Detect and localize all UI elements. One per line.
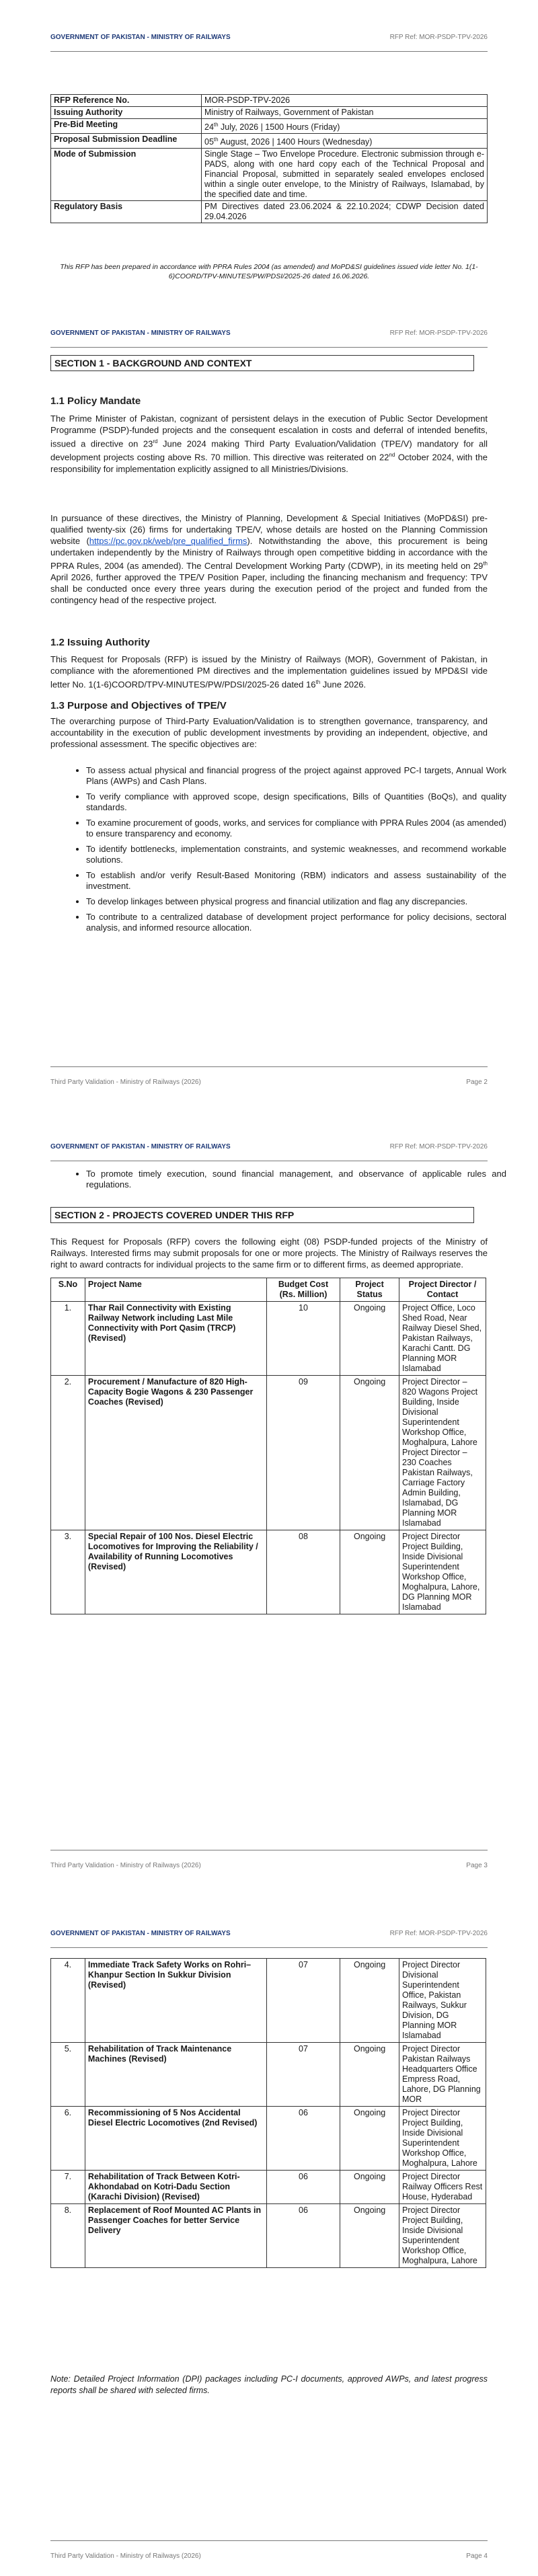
policy-paragraph-1: The Prime Minister of Pakistan, cognizant of persistent delays in the execution of Public Sector Development Programme (PSDP)-funded projects and the consequent escalation in costs and deferral of intended benefits, issued a directive on 23rd June 2024 making Third Party Evaluation/Validation (TPE/V) mandatory for all development projects costing above Rs. 70 million. This directive was reiterated on 22nd October 2024, with the responsibility for implementation explicitly assigned to all Ministries/Divisions. <box>50 414 488 474</box>
table-header-row <box>51 1278 486 1302</box>
project-sno: 1. <box>51 1302 85 1376</box>
info-value: 05th August, 2026 | 1400 Hours (Wednesday) <box>202 134 488 149</box>
info-key: Issuing Authority <box>51 107 202 119</box>
project-sno: 7. <box>51 2171 85 2204</box>
project-status: Ongoing <box>340 2204 399 2268</box>
project-status: Ongoing <box>340 2043 399 2107</box>
header-rule <box>50 347 488 348</box>
footer-title: Third Party Validation - Ministry of Railways (2026) <box>50 2552 201 2560</box>
col-sno: S.No <box>51 1278 85 1302</box>
project-status: Ongoing <box>340 1376 399 1530</box>
project-name: Procurement / Manufacture of 820 High-Capacity Bogie Wagons & 230 Passenger Coaches (Revised) <box>85 1376 266 1530</box>
project-director: Project Director – 820 Wagons Project Building, Inside Divisional Superintendent Workshop Office, Moghalpura, Lahore Project Director – 230 Coaches Pakistan Railways, Carriage Factory Admin Building, Islamabad, DG Planning MOR Islamabad <box>399 1376 486 1530</box>
table-row <box>51 1376 486 1530</box>
table-row <box>51 1530 486 1614</box>
project-director: Project Director Project Building, Inside Divisional Superintendent Workshop Office, Moghalpura, Lahore <box>399 2204 486 2268</box>
project-status: Ongoing <box>340 1959 399 2043</box>
objectives-list-continued <box>67 1169 506 1195</box>
info-key: Mode of Submission <box>51 149 202 201</box>
header-rfp-ref: RFP Ref: MOR-PSDP-TPV-2026 <box>389 34 488 41</box>
project-name: Recommissioning of 5 Nos Accidental Diesel Electric Locomotives (2nd Revised) <box>85 2107 266 2171</box>
header-rule <box>50 1947 488 1948</box>
project-name: Replacement of Roof Mounted AC Plants in Passenger Coaches for better Service Delivery <box>85 2204 266 2268</box>
project-status: Ongoing <box>340 2171 399 2204</box>
purpose-paragraph: The overarching purpose of Third-Party Evaluation/Validation is to strengthen governance, transparency, and accountability in the execution of public development investments by providing an independent, objective, and professional assessment. The specific objectives are: <box>50 716 488 749</box>
header-rfp-ref: RFP Ref: MOR-PSDP-TPV-2026 <box>389 1143 488 1150</box>
heading-policy-mandate: 1.1 Policy Mandate <box>50 395 141 407</box>
project-budget: 08 <box>266 1530 340 1614</box>
policy-paragraph-2: In pursuance of these directives, the Ministry of Planning, Development & Special Initiatives (MoPD&SI) pre-qualified twenty-six (26) firms for undertaking TPE/V, whose details are hosted on the Planning Commission website (https://pc.gov.pk/web/pre_qualified_firms). Notwithstanding the above, this procurement is being undertaken independently by the Ministry of Railways through open competitive bidding in accordance with the PPRA Rules, 2004 (as amended). The Central Development Working Party (CDWP), in its meeting held on 29th April 2026, further approved the TPE/V Position Paper, including the financing mechanism and frequency: TPV shall be conducted once every three years during the execution period of the project and funded from the contingency head of the respective project. <box>50 513 488 606</box>
table-row <box>51 1302 486 1376</box>
table-row <box>51 2043 486 2107</box>
projects-table-part-2 <box>50 1958 486 2268</box>
footer-page-number: Page 4 <box>466 2552 488 2560</box>
objective-item: • To assess actual physical and financial progress of the project against approved PC-I targets, Annual Work Plans (AWPs) and Cash Plans. <box>86 765 506 787</box>
objective-item: • To promote timely execution, sound financial management, and observance of applicable rules and regulations. <box>86 1169 506 1190</box>
col-status: Project Status <box>340 1278 399 1302</box>
project-name: Special Repair of 100 Nos. Diesel Electric Locomotives for Improving the Reliability / Availability of Running Locomotives (Revised) <box>85 1530 266 1614</box>
project-director: Project Director Railway Officers Rest House, Hyderabad <box>399 2171 486 2204</box>
table-row <box>51 2204 486 2268</box>
issuing-paragraph: This Request for Proposals (RFP) is issued by the Ministry of Railways (MOR), Government of Pakistan, in compliance with the aforementioned PM directives and the implementation guidelines issued by MPD&SI vide letter No. 1(1-6)COORD/TPV-MINUTES/PW/PDSI/2025-26 dated 16th June 2026. <box>50 654 488 690</box>
objective-item: • To examine procurement of goods, works, and services for compliance with PPRA Rules 2004 (as amended) to ensure transparency and economy. <box>86 818 506 839</box>
project-budget: 07 <box>266 1959 340 2043</box>
header-rfp-ref: RFP Ref: MOR-PSDP-TPV-2026 <box>389 1930 488 1937</box>
project-budget: 09 <box>266 1376 340 1530</box>
project-director: Project Director Pakistan Railways Headquarters Office Empress Road, Lahore, DG Planning MOR <box>399 2043 486 2107</box>
table-note: Note: Detailed Project Information (DPI) packages including PC-I documents, approved AWPs, and latest progress reports shall be shared with selected firms. <box>50 2374 488 2395</box>
footer-page-number: Page 2 <box>466 1079 488 1086</box>
info-value: Ministry of Railways, Government of Pakistan <box>202 107 488 119</box>
objectives-list <box>67 765 506 938</box>
project-director: Project Office, Loco Shed Road, Near Railway Diesel Shed, Pakistan Railways, Karachi Cantt. DG Planning MOR Islamabad <box>399 1302 486 1376</box>
project-budget: 10 <box>266 1302 340 1376</box>
projects-table-part-1 <box>50 1278 486 1614</box>
project-budget: 07 <box>266 2043 340 2107</box>
page-2 <box>0 0 538 1086</box>
project-sno: 2. <box>51 1376 85 1530</box>
header-ministry: GOVERNMENT OF PAKISTAN - MINISTRY OF RAILWAYS <box>50 329 231 337</box>
info-value: Single Stage – Two Envelope Procedure. Electronic submission through e-PADS, along with one hard copy each of the Technical Proposal and Financial Proposal, submitted in separately sealed envelopes enclosed within a single outer envelope, to the Ministry of Railways, Islamabad, by the specified date and time. <box>202 149 488 201</box>
planning-commission-link[interactable]: https://pc.gov.pk/web/pre_qualified_firms <box>89 536 247 546</box>
table-row <box>51 2107 486 2171</box>
table-row <box>51 2171 486 2204</box>
info-key: Regulatory Basis <box>51 201 202 223</box>
project-name: Rehabilitation of Track Between Kotri-Akhondabad on Kotri-Dadu Section (Karachi Division) (Revised) <box>85 2171 266 2204</box>
section-1-title: SECTION 1 - BACKGROUND AND CONTEXT <box>50 355 474 371</box>
info-key: Proposal Submission Deadline <box>51 134 202 149</box>
heading-issuing-authority: 1.2 Issuing Authority <box>50 637 150 648</box>
project-name: Thar Rail Connectivity with Existing Railway Network including Last Mile Connectivity with Port Qasim (TRCP) (Revised) <box>85 1302 266 1376</box>
project-name: Rehabilitation of Track Maintenance Machines (Revised) <box>85 2043 266 2107</box>
project-director: Project Director Project Building, Inside Divisional Superintendent Workshop Office, Moghalpura, Lahore, DG Planning MOR Islamabad <box>399 1530 486 1614</box>
project-sno: 8. <box>51 2204 85 2268</box>
project-budget: 06 <box>266 2204 340 2268</box>
project-status: Ongoing <box>340 2107 399 2171</box>
project-sno: 4. <box>51 1959 85 2043</box>
objective-item: • To verify compliance with approved scope, design specifications, Bills of Quantities (BoQs), and quality standards. <box>86 791 506 813</box>
col-project-name: Project Name <box>85 1278 266 1302</box>
info-key: Pre-Bid Meeting <box>51 119 202 134</box>
section-2-intro: This Request for Proposals (RFP) covers the following eight (08) PSDP-funded projects of the Ministry of Railways. Interested firms may submit proposals for one or more projects. The Ministry of Railways reserves the right to award contracts for individual projects to the same firm or to different firms, as deemed appropriate. <box>50 1237 488 1270</box>
project-budget: 06 <box>266 2171 340 2204</box>
project-sno: 6. <box>51 2107 85 2171</box>
objective-item: • To develop linkages between physical progress and financial utilization and flag any discrepancies. <box>86 896 506 907</box>
project-status: Ongoing <box>340 1302 399 1376</box>
project-director: Project Director Divisional Superintendent Office, Pakistan Railways, Sukkur Division, DG Planning MOR Islamabad <box>399 1959 486 2043</box>
footer-page-number: Page 3 <box>466 1862 488 1869</box>
section-2-title: SECTION 2 - PROJECTS COVERED UNDER THIS RFP <box>50 1207 474 1223</box>
col-director: Project Director / Contact <box>399 1278 486 1302</box>
project-sno: 5. <box>51 2043 85 2107</box>
header-ministry: GOVERNMENT OF PAKISTAN - MINISTRY OF RAILWAYS <box>50 34 231 41</box>
info-value: 24th July, 2026 | 1500 Hours (Friday) <box>202 119 488 134</box>
heading-purpose: 1.3 Purpose and Objectives of TPE/V <box>50 700 227 711</box>
footer-title: Third Party Validation - Ministry of Railways (2026) <box>50 1079 201 1086</box>
header-rfp-ref: RFP Ref: MOR-PSDP-TPV-2026 <box>389 329 488 337</box>
objective-item: • To contribute to a centralized database of development project performance for policy decisions, sectoral analysis, and informed resource allocation. <box>86 912 506 933</box>
header-ministry: GOVERNMENT OF PAKISTAN - MINISTRY OF RAILWAYS <box>50 1930 231 1937</box>
footer-title: Third Party Validation - Ministry of Railways (2026) <box>50 1862 201 1869</box>
objective-item: • To identify bottlenecks, implementation constraints, and systemic weaknesses, and recommend workable solutions. <box>86 844 506 865</box>
project-director: Project Director Project Building, Inside Divisional Superintendent Workshop Office, Moghalpura, Lahore <box>399 2107 486 2171</box>
table-row <box>51 1959 486 2043</box>
project-name: Immediate Track Safety Works on Rohri–Khanpur Section In Sukkur Division (Revised) <box>85 1959 266 2043</box>
compliance-note: This RFP has been prepared in accordance with PPRA Rules 2004 (as amended) and MoPD&SI guidelines issued vide letter No. 1(1-6)COORD/TPV-MINUTES/PW/PDSI/2025-26 dated 16.06.2026. <box>60 263 478 280</box>
info-key: RFP Reference No. <box>51 95 202 107</box>
project-status: Ongoing <box>340 1530 399 1614</box>
header-ministry: GOVERNMENT OF PAKISTAN - MINISTRY OF RAILWAYS <box>50 1143 231 1150</box>
project-budget: 06 <box>266 2107 340 2171</box>
col-budget-cost: Budget Cost (Rs. Million) <box>266 1278 340 1302</box>
info-value: PM Directives dated 23.06.2024 & 22.10.2024; CDWP Decision dated 29.04.2026 <box>202 201 488 223</box>
info-value: MOR-PSDP-TPV-2026 <box>202 95 488 107</box>
objective-item: • To establish and/or verify Result-Based Monitoring (RBM) indicators and assess sustainability of the investment. <box>86 870 506 892</box>
project-sno: 3. <box>51 1530 85 1614</box>
